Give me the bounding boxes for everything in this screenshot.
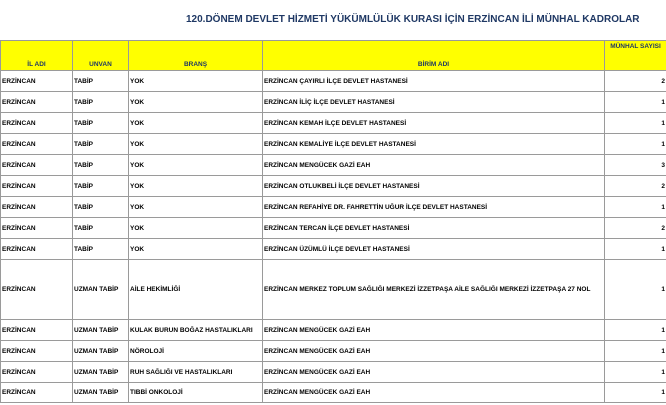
cell-unvan: TABİP [73, 113, 129, 134]
cell-count: 1 [605, 320, 666, 341]
table-row [1, 71, 666, 92]
cell-unvan: UZMAN TABİP [73, 320, 129, 341]
cell-birim: ERZİNCAN MENGÜCEK GAZİ EAH [263, 362, 605, 383]
cell-birim: ERZİNCAN ÇAYIRLI İLÇE DEVLET HASTANESİ [263, 71, 605, 92]
table-row [1, 320, 666, 341]
table-row [1, 383, 666, 403]
header-brans: BRANŞ [129, 41, 263, 71]
cell-unvan: TABİP [73, 239, 129, 260]
cell-brans: YOK [129, 239, 263, 260]
cell-il: ERZİNCAN [1, 260, 73, 320]
cell-il: ERZİNCAN [1, 155, 73, 176]
cell-count: 2 [605, 71, 666, 92]
cell-birim: ERZİNCAN MENGÜCEK GAZİ EAH [263, 320, 605, 341]
cell-unvan: TABİP [73, 218, 129, 239]
cell-birim: ERZİNCAN MERKEZ TOPLUM SAĞLIĞI MERKEZİ İZZETPAŞA AİLE SAĞLIĞI MERKEZİ İZZETPAŞA 27 NOL [263, 260, 605, 320]
page-title [0, 0, 666, 40]
cell-brans: YOK [129, 113, 263, 134]
cell-birim: ERZİNCAN OTLUKBELİ İLÇE DEVLET HASTANESİ [263, 176, 605, 197]
vacancy-table [0, 40, 666, 403]
cell-il: ERZİNCAN [1, 71, 73, 92]
header-il: İL ADI [1, 41, 73, 71]
cell-birim: ERZİNCAN MENGÜCEK GAZİ EAH [263, 383, 605, 403]
cell-brans: YOK [129, 176, 263, 197]
cell-brans: AİLE HEKİMLİĞİ [129, 260, 263, 320]
table-row [1, 113, 666, 134]
table-row [1, 218, 666, 239]
cell-il: ERZİNCAN [1, 113, 73, 134]
table-row [1, 176, 666, 197]
cell-birim: ERZİNCAN ÜZÜMLÜ İLÇE DEVLET HASTANESİ [263, 239, 605, 260]
cell-count: 1 [605, 260, 666, 320]
cell-birim: ERZİNCAN İLİÇ İLÇE DEVLET HASTANESİ [263, 92, 605, 113]
cell-count: 1 [605, 197, 666, 218]
table-row [1, 197, 666, 218]
cell-il: ERZİNCAN [1, 383, 73, 403]
cell-count: 1 [605, 341, 666, 362]
cell-il: ERZİNCAN [1, 362, 73, 383]
cell-count: 1 [605, 383, 666, 403]
cell-birim: ERZİNCAN TERCAN İLÇE DEVLET HASTANESİ [263, 218, 605, 239]
cell-unvan: TABİP [73, 197, 129, 218]
cell-unvan: TABİP [73, 71, 129, 92]
cell-brans: YOK [129, 218, 263, 239]
cell-brans: TIBBİ ONKOLOJİ [129, 383, 263, 403]
cell-il: ERZİNCAN [1, 197, 73, 218]
cell-il: ERZİNCAN [1, 341, 73, 362]
cell-unvan: UZMAN TABİP [73, 362, 129, 383]
cell-birim: ERZİNCAN KEMAH İLÇE DEVLET HASTANESİ [263, 113, 605, 134]
cell-il: ERZİNCAN [1, 92, 73, 113]
cell-unvan: TABİP [73, 155, 129, 176]
table-row [1, 362, 666, 383]
table-row [1, 155, 666, 176]
header-count: MÜNHAL SAYISI [605, 41, 666, 71]
cell-count: 2 [605, 218, 666, 239]
cell-count: 1 [605, 113, 666, 134]
cell-unvan: UZMAN TABİP [73, 341, 129, 362]
cell-il: ERZİNCAN [1, 320, 73, 341]
cell-il: ERZİNCAN [1, 176, 73, 197]
cell-count: 1 [605, 239, 666, 260]
header-unvan: UNVAN [73, 41, 129, 71]
cell-brans: YOK [129, 134, 263, 155]
cell-brans: KULAK BURUN BOĞAZ HASTALIKLARI [129, 320, 263, 341]
table-row [1, 92, 666, 113]
cell-il: ERZİNCAN [1, 239, 73, 260]
cell-birim: ERZİNCAN KEMALİYE İLÇE DEVLET HASTANESİ [263, 134, 605, 155]
cell-unvan: TABİP [73, 92, 129, 113]
cell-il: ERZİNCAN [1, 218, 73, 239]
table-row [1, 134, 666, 155]
cell-unvan: TABİP [73, 176, 129, 197]
cell-count: 2 [605, 176, 666, 197]
page-title-text: 120.DÖNEM DEVLET HİZMETİ YÜKÜMLÜLÜK KURASI İÇİN ERZİNCAN İLİ MÜNHAL KADROLAR [186, 14, 640, 25]
cell-count: 1 [605, 362, 666, 383]
table-row [1, 239, 666, 260]
cell-unvan: TABİP [73, 134, 129, 155]
cell-brans: YOK [129, 71, 263, 92]
cell-brans: YOK [129, 197, 263, 218]
cell-birim: ERZİNCAN MENGÜCEK GAZİ EAH [263, 341, 605, 362]
cell-brans: RUH SAĞLIĞI VE HASTALIKLARI [129, 362, 263, 383]
cell-unvan: UZMAN TABİP [73, 260, 129, 320]
cell-unvan: UZMAN TABİP [73, 383, 129, 403]
table-row [1, 260, 666, 320]
cell-birim: ERZİNCAN MENGÜCEK GAZİ EAH [263, 155, 605, 176]
cell-brans: YOK [129, 155, 263, 176]
cell-birim: ERZİNCAN REFAHİYE DR. FAHRETTİN UĞUR İLÇE DEVLET HASTANESİ [263, 197, 605, 218]
cell-il: ERZİNCAN [1, 134, 73, 155]
header-birim: BİRİM ADI [263, 41, 605, 71]
cell-brans: YOK [129, 92, 263, 113]
cell-brans: NÖROLOJİ [129, 341, 263, 362]
table-header-row [1, 41, 666, 71]
table-row [1, 341, 666, 362]
cell-count: 3 [605, 155, 666, 176]
cell-count: 1 [605, 92, 666, 113]
cell-count: 1 [605, 134, 666, 155]
